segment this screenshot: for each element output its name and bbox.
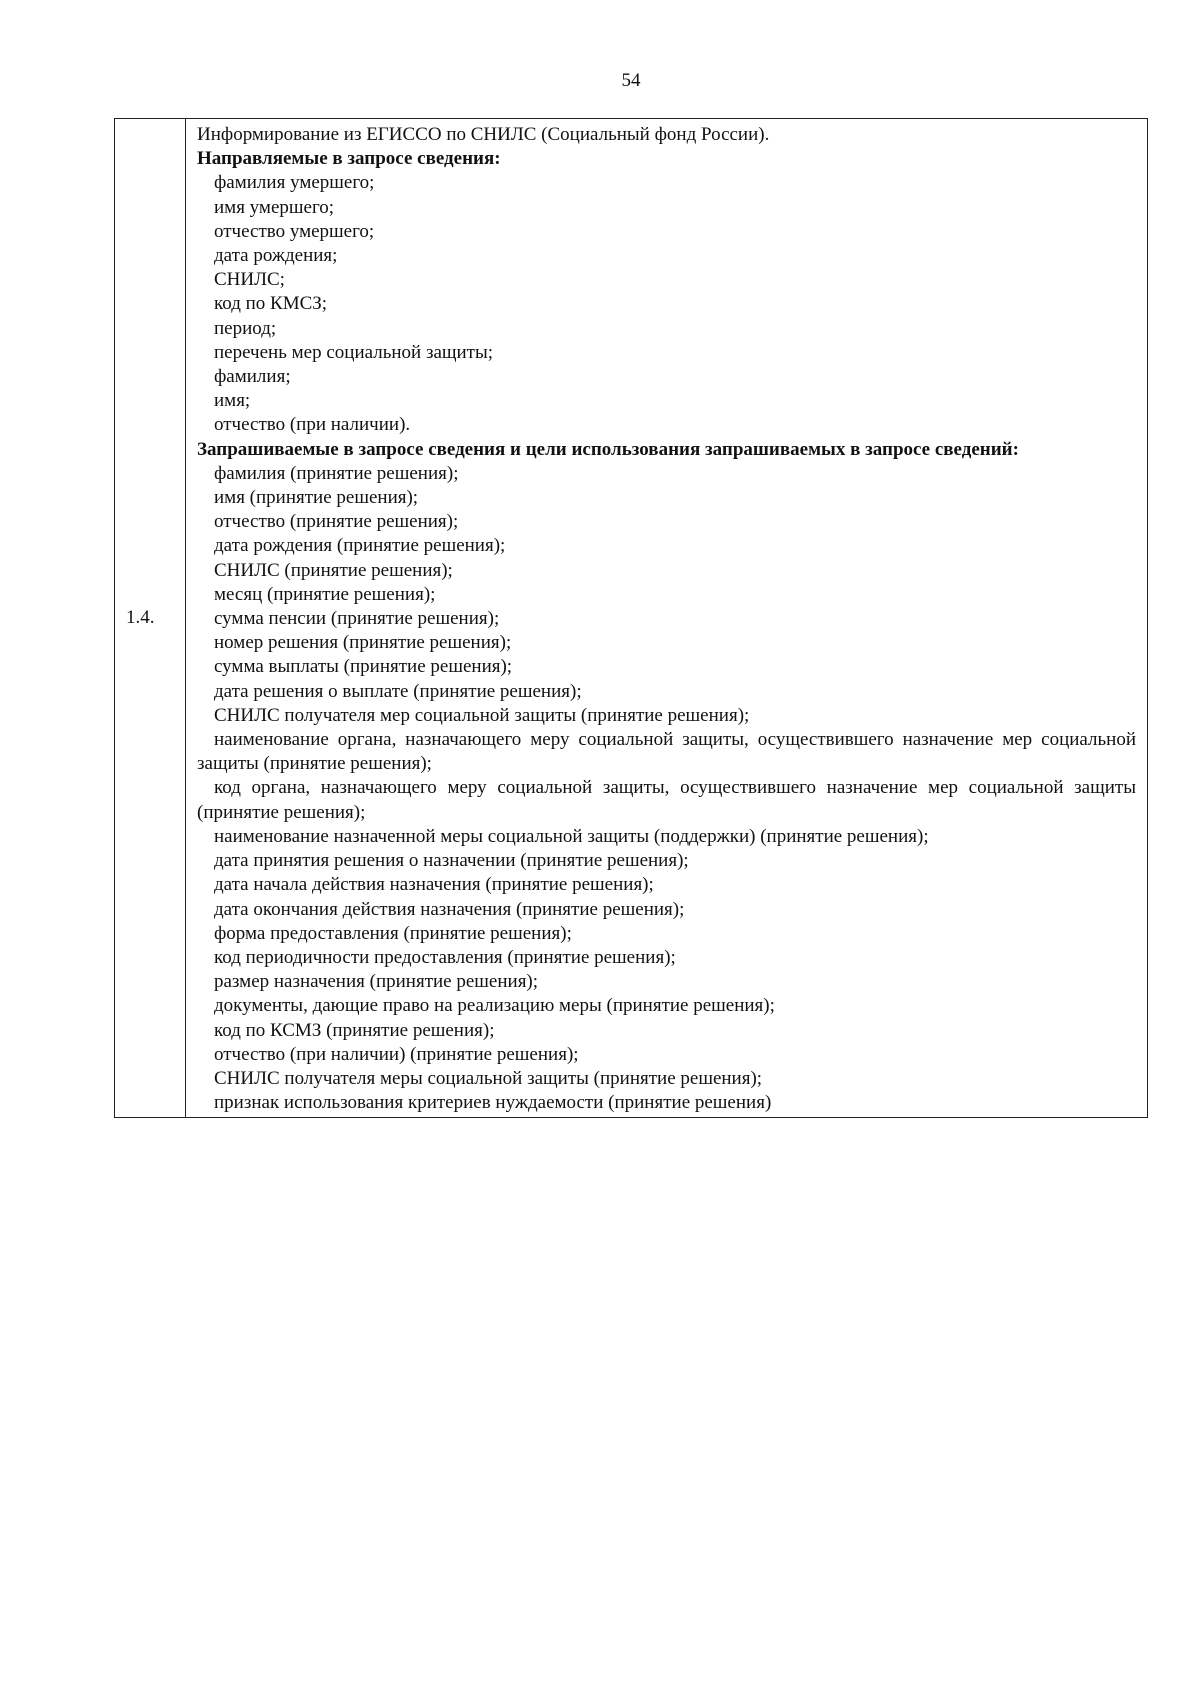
list-item: фамилия умершего; <box>214 172 375 194</box>
row-number: 1.4. <box>115 119 186 1118</box>
list-paragraph: код органа, назначающего меру социальной защиты, осуществившего назначение мер социальной защиты (принятие решения); <box>197 777 1136 823</box>
sent-heading: Направляемые в запросе сведения: <box>197 148 501 170</box>
list-item: номер решения (принятие решения); <box>214 632 512 654</box>
list-item: СНИЛС получателя мер социальной защиты (принятие решения); <box>214 704 750 726</box>
list-paragraph: наименование органа, назначающего меру социальной защиты, осуществившего назначение мер социальной защиты (принятие решения); <box>197 729 1136 775</box>
page-number: 54 <box>621 70 641 91</box>
list-item: фамилия; <box>214 366 291 388</box>
list-item: дата окончания действия назначения (принятие решения); <box>214 898 685 920</box>
list-item: сумма выплаты (принятие решения); <box>214 656 513 678</box>
list-item: отчество (принятие решения); <box>214 511 459 533</box>
requested-heading: Запрашиваемые в запросе сведения и цели использования запрашиваемых в запросе сведений: <box>197 438 1019 460</box>
list-item: признак использования критериев нуждаемости (принятие решения) <box>214 1092 772 1114</box>
table-row <box>115 119 1148 1118</box>
list-item: сумма пенсии (принятие решения); <box>214 608 500 630</box>
list-item: имя (принятие решения); <box>214 487 419 509</box>
list-item: имя; <box>214 390 251 412</box>
list-item: дата начала действия назначения (принятие решения); <box>214 874 654 896</box>
list-item: размер назначения (принятие решения); <box>214 971 539 993</box>
requested-items-list <box>197 462 1136 1115</box>
document-table <box>114 118 1148 1118</box>
list-item: дата принятия решения о назначении (принятие решения); <box>214 850 689 872</box>
list-item: отчество умершего; <box>214 220 375 242</box>
list-item: СНИЛС (принятие решения); <box>214 559 453 581</box>
list-item: документы, дающие право на реализацию меры (принятие решения); <box>214 995 775 1017</box>
list-item: код по КМСЗ; <box>214 293 328 315</box>
list-item: месяц (принятие решения); <box>214 583 436 605</box>
list-item: код по КСМЗ (принятие решения); <box>214 1019 495 1041</box>
list-item: СНИЛС; <box>214 269 285 291</box>
list-item: форма предоставления (принятие решения); <box>214 922 572 944</box>
sent-items-list <box>197 171 1136 437</box>
list-item: СНИЛС получателя меры социальной защиты (принятие решения); <box>214 1067 763 1089</box>
list-item: перечень мер социальной защиты; <box>214 341 494 363</box>
row-content <box>186 119 1148 1118</box>
list-item: дата рождения; <box>214 245 338 267</box>
list-item: отчество (при наличии). <box>214 414 411 436</box>
list-item: фамилия (принятие решения); <box>214 462 459 484</box>
list-item: код периодичности предоставления (принятие решения); <box>214 946 676 968</box>
list-item: наименование назначенной меры социальной защиты (поддержки) (принятие решения); <box>214 825 929 847</box>
list-item: дата решения о выплате (принятие решения); <box>214 680 582 702</box>
list-item: отчество (при наличии) (принятие решения); <box>214 1043 579 1065</box>
list-item: период; <box>214 317 277 339</box>
intro-line: Информирование из ЕГИССО по СНИЛС (Социальный фонд России). <box>197 124 770 145</box>
list-item: имя умершего; <box>214 196 335 218</box>
list-item: дата рождения (принятие решения); <box>214 535 506 557</box>
